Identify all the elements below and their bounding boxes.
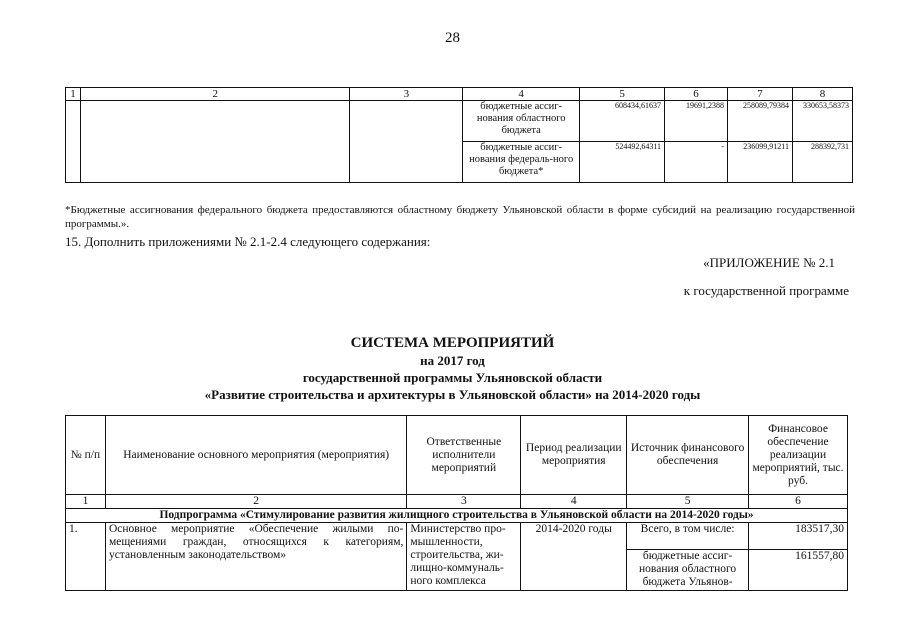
row-period: 2014-2020 годы	[521, 523, 627, 591]
header-cell: 6	[665, 88, 728, 101]
header-cell: 7	[727, 88, 792, 101]
header-num: № п/п	[66, 416, 106, 495]
row-num: 1.	[66, 523, 106, 591]
index-cell: 6	[749, 495, 848, 509]
document-program-name: «Развитие строительства и архитектуры в Ульяновской области» на 2014-2020 годы	[204, 387, 701, 402]
value-cell: 524492,64311	[580, 142, 665, 183]
instruction-text: 15. Дополнить приложениями № 2.1-2.4 следующего содержания:	[65, 234, 431, 249]
value-cell: -	[665, 142, 728, 183]
index-row	[66, 495, 848, 509]
appendix-title: «ПРИЛОЖЕНИЕ № 2.1	[703, 255, 835, 270]
header-source: Источник финансового обеспечения	[627, 416, 749, 495]
subprogram-title: Подпрограмма «Стимулирование развития жилищного строительства в Ульяновской области на 2014-2020 годы»	[66, 509, 848, 523]
header-cell: 2	[80, 88, 349, 101]
appendix-subtitle: к государственной программе	[683, 283, 849, 298]
table-cell	[66, 101, 81, 183]
value-cell: 19691,2388	[665, 101, 728, 142]
header-period: Период реализации мероприятия	[521, 416, 627, 495]
row-regional: 161557,80	[749, 550, 848, 591]
document-program: государственной программы Ульяновской области	[302, 370, 603, 385]
table-cell	[80, 101, 349, 183]
value-cell: 258089,79384	[727, 101, 792, 142]
value-cell: 330653,58373	[792, 101, 852, 142]
index-cell: 4	[521, 495, 627, 509]
header-name: Наименование основного мероприятия (мероприятия)	[105, 416, 406, 495]
index-cell: 5	[627, 495, 749, 509]
row-source-regional: бюджетные ассиг-нования областного бюджета Ульянов-	[627, 550, 749, 591]
header-exec: Ответственные исполнители мероприятий	[407, 416, 521, 495]
source-cell: бюджетные ассиг-нования федераль-ного бюджета*	[463, 142, 580, 183]
index-cell: 1	[66, 495, 106, 509]
footnote: *Бюджетные ассигнования федерального бюджета предоставляются областному бюджету Ульяновской области в форме субсидий на реализацию государственной программы.».	[65, 204, 855, 230]
index-cell: 3	[407, 495, 521, 509]
value-cell: 288392,731	[792, 142, 852, 183]
row-exec: Министерство про-мышленности, строительства, жи-лищно-коммуналь-ного комплекса	[407, 523, 521, 591]
row-source-total: Всего, в том числе:	[627, 523, 749, 550]
row-total: 183517,30	[749, 523, 848, 550]
continuation-table	[65, 87, 853, 183]
document-title: СИСТЕМА МЕРОПРИЯТИЙ	[350, 335, 555, 351]
row-name: Основное мероприятие «Обеспечение жилыми по-мещениями граждан, относящихся к категориям, установленным законодательством»	[105, 523, 406, 591]
source-cell: бюджетные ассиг-нования областного бюджета	[463, 101, 580, 142]
value-cell: 608434,61637	[580, 101, 665, 142]
header-finance: Финансовое обеспечение реализации мероприятий, тыс. руб.	[749, 416, 848, 495]
header-row	[66, 88, 853, 101]
page-number: 28	[445, 30, 460, 46]
table-row	[66, 523, 848, 550]
header-cell: 8	[792, 88, 852, 101]
header-row	[66, 416, 848, 495]
header-cell: 3	[350, 88, 463, 101]
subprogram-row	[66, 509, 848, 523]
table-cell	[350, 101, 463, 183]
header-cell: 1	[66, 88, 81, 101]
measures-table	[65, 415, 848, 591]
value-cell: 236099,91211	[727, 142, 792, 183]
index-cell: 2	[105, 495, 406, 509]
header-cell: 5	[580, 88, 665, 101]
table-row	[66, 101, 853, 142]
document-year: на 2017 год	[420, 353, 485, 368]
header-cell: 4	[463, 88, 580, 101]
